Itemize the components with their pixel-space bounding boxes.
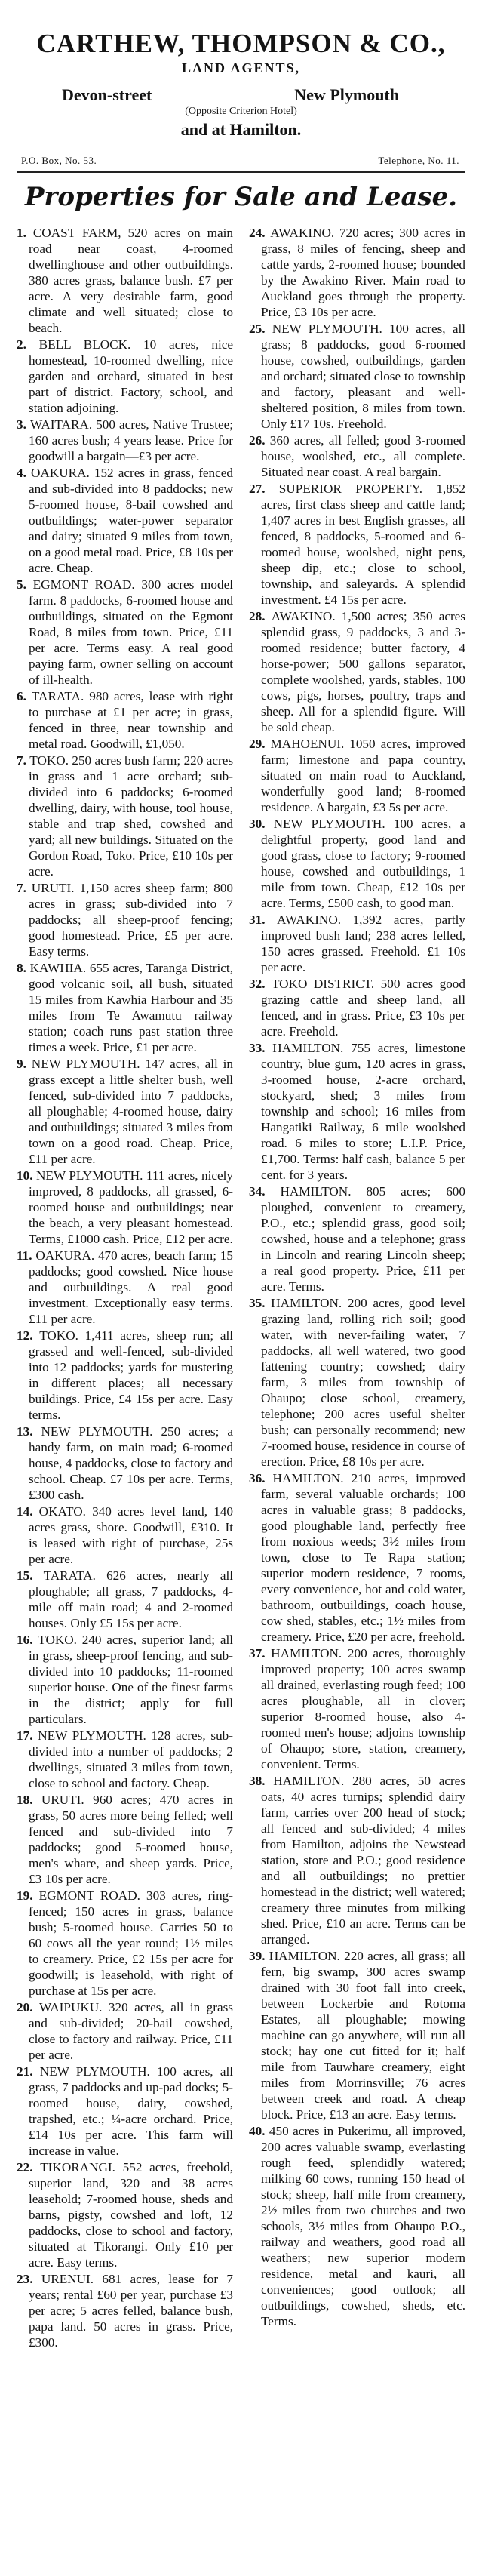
listing-number: 16.	[17, 1633, 38, 1647]
listing-item	[17, 2271, 233, 2350]
listing-number: 8.	[17, 961, 30, 975]
town: New Plymouth	[294, 85, 399, 104]
listing-item	[17, 2064, 233, 2159]
listing-item	[249, 225, 465, 320]
listing-number: 37.	[249, 1646, 272, 1660]
listing-text: OKATO. 340 acres level land, 140 acres grass, shore. Goodwill, £310. It is leased with right of purchase, 25s per acre.	[29, 1504, 233, 1566]
listing-item	[17, 1248, 233, 1327]
listing-item	[249, 2123, 465, 2329]
left-column	[17, 225, 241, 2474]
address-row	[0, 85, 482, 105]
listing-text: KAWHIA. 655 acres, Taranga District, good volcanic soil, all bush, situated 15 miles from Kawhia Harbour and 35 miles from Te Awamutu railway station; coach runs past station three times a week. Price, £1 per acre.	[29, 961, 233, 1054]
contact-row	[0, 155, 482, 167]
listing-text: MAHOENUI. 1050 acres, improved farm; limestone and papa country, situated on main road to Auckland, wonderfully good land; 8-roomed residence. A bargain, £3 5s per acre.	[261, 737, 465, 814]
listing-text: SUPERIOR PROPERTY. 1,852 acres, first class sheep and cattle land; 1,407 acres in best English grasses, all fenced, 8 paddocks, 5-roomed and 6-roomed house, woolshed, night pens, sheep dip, etc.; close to school, township, and saleyards. A splendid investment. £4 15s per acre.	[261, 482, 465, 607]
listing-item	[17, 2159, 233, 2270]
listing-text: NEW PLYMOUTH. 100 acres, all grass; 8 paddocks, good 6-roomed house, cowshed, outbuildings, garden and orchard; situated close to township and factory, pleasant and well-sheltered position, 8 miles from town. Only £17 10s. Freehold.	[261, 322, 465, 431]
listing-item	[17, 1503, 233, 1567]
listing-number: 34.	[249, 1184, 281, 1199]
listing-number: 26.	[249, 433, 270, 448]
listing-number: 9.	[17, 1057, 32, 1071]
listing-number: 36.	[249, 1471, 273, 1485]
listing-text: HAMILTON. 805 acres; 600 ploughed, convenient to creamery, P.O., etc.; splendid grass, good soil; cowshed, house and a telephone; grass in Lincoln and rearing Lincoln sheep; a real good property. Price, £11 per acre. Terms.	[261, 1184, 465, 1294]
listing-item	[249, 816, 465, 911]
telephone: Telephone, No. 11.	[378, 155, 459, 166]
listing-item	[17, 1792, 233, 1887]
listing-text: URUTI. 960 acres; 470 acres in grass, 50 acres more being felled; well fenced and sub-divided into 7 paddocks; good 5-roomed house, men's whare, and sheep yards. Price, £3 10s per acre.	[29, 1793, 233, 1886]
listing-number: 2.	[17, 337, 39, 352]
listing-number: 18.	[17, 1793, 41, 1807]
listing-number: 10.	[17, 1168, 36, 1183]
listing-number: 27.	[249, 482, 279, 496]
listing-item	[249, 608, 465, 735]
listing-text: TOKO. 250 acres bush farm; 220 acres in grass and 1 acre orchard; sub-divided into 6 paddocks; 6-roomed dwelling, dairy, with house, tool house, stable and trap shed, cowshed and yard; all new buildings. Situated on the Gordon Road, Toko. Price, £10 10s per acre.	[29, 753, 234, 879]
listing-item	[249, 1470, 465, 1645]
listing-number: 19.	[17, 1888, 39, 1903]
listing-number: 13.	[17, 1424, 41, 1439]
listing-item	[17, 1568, 233, 1631]
listing-item	[17, 1632, 233, 1727]
listing-item	[17, 1999, 233, 2063]
divider	[17, 171, 465, 173]
listing-item	[17, 688, 233, 752]
listing-item	[17, 1056, 233, 1167]
listing-number: 21.	[17, 2064, 40, 2079]
opposite-note: (Opposite Criterion Hotel)	[185, 106, 297, 117]
listing-item	[249, 912, 465, 975]
listing-number: 33.	[249, 1041, 273, 1055]
listing-text: TOKO DISTRICT. 500 acres good grazing cattle and sheep land, all fenced, and in grass. Price, £3 10s per acre. Freehold.	[261, 977, 465, 1039]
listing-text: 360 acres, all felled; good 3-roomed house, woolshed, etc., all complete. Situated near coast. A real bargain.	[261, 433, 465, 479]
listing-number: 1.	[17, 226, 33, 240]
listing-number: 24.	[249, 226, 271, 240]
listing-number: 17.	[17, 1728, 38, 1743]
listing-text: AWAKINO. 1,392 acres, partly improved bush land; 238 acres felled, 150 acres grassed. Freehold. £1 10s per acre.	[261, 913, 465, 974]
listing-text: TARATA. 626 acres, nearly all ploughable; all grass, 7 paddocks, 4-mile off main road; 4 and 2-roomed houses. Only £5 15s per acre.	[29, 1568, 233, 1630]
listing-number: 4.	[17, 466, 31, 480]
listing-item	[249, 1040, 465, 1183]
listing-number: 23.	[17, 2272, 41, 2286]
listing-item	[249, 432, 465, 480]
listing-item	[249, 976, 465, 1039]
listing-text: TOKO. 240 acres, superior land; all in grass, sheep-proof fencing, and sub-divided into 10 paddocks; 11-roomed superior house. One of the finest farms in the district; apply for full particulars.	[29, 1633, 234, 1726]
listing-text: TIKORANGI. 552 acres, freehold, superior land, 320 and 38 acres leasehold; 7-roomed house, sheds and barns, pigsty, cowshed and loft, 12 paddocks, close to school and factory, situated at Tikorangi. Only £10 per acre. Easy terms.	[29, 2160, 233, 2270]
listing-text: EGMONT ROAD. 300 acres model farm. 8 paddocks, 6-roomed house and outbuildings, situated on the Egmont Road, 8 miles from town. Price, £11 per acre. Terms easy. A real good paying farm, owner selling on account of ill-health.	[29, 577, 234, 687]
listing-text: HAMILTON. 280 acres, 50 acres oats, 40 acres turnips; splendid dairy farm, carries over 200 head of stock; all fenced and sub-divided; 4 miles from Hamilton, adjoins the Newstead station, store and P.O.; good residence and all outbuildings; no prettier homestead in the district; well watered; creamery three minutes from milking shed. Price, £10 an acre. Terms can be arranged.	[261, 1774, 465, 1947]
listing-number: 7.	[17, 881, 32, 895]
listing-item	[17, 880, 233, 959]
listing-number: 7.	[17, 753, 30, 768]
listing-item	[249, 481, 465, 608]
listing-number: 28.	[249, 609, 272, 623]
listing-item	[249, 1645, 465, 1772]
listings-columns	[17, 225, 465, 2474]
listing-text: HAMILTON. 220 acres, all grass; all fern, big swamp, 300 acres swamp drained with 30 foot fall into creek, between Lockerbie and Rotoma Estates, all ploughable; mowing machine can go anywhere, will run all stock; hay one cut fitted for it; half mile from Tauwhare creamery, eight miles from Morrinsville; 76 acres between creek and road. A cheap block. Price, £13 an acre. Easy terms.	[261, 1949, 465, 2122]
listing-number: 6.	[17, 689, 32, 703]
listing-number: 40.	[249, 2124, 269, 2138]
listing-number: 39.	[249, 1949, 269, 1963]
masthead	[0, 29, 482, 167]
listing-number: 15.	[17, 1568, 44, 1583]
listing-text: OAKURA. 152 acres in grass, fenced and sub-divided into 8 paddocks; new 5-roomed house, 8-bail cowshed and outbuildings; water-power separator and dairy; situated 9 miles from town, on a good metal road. Price, £8 10s per acre. Cheap.	[29, 466, 233, 575]
po-box: P.O. Box, No. 53.	[21, 155, 97, 166]
listing-item	[17, 752, 233, 879]
listing-text: HAMILTON. 200 acres, good level grazing land, rolling rich soil; good water, with never-failing water, 7 paddocks, all well watered, two good fattening country; cowshed; dairy farm, 3 miles from township of Ohaupo; close school, creamery, telephone; 200 acres useful shelter bush; can personally recommend; new 7-roomed house, residence in course of erection. Price, £8 10s per acre.	[261, 1296, 465, 1469]
listing-number: 25.	[249, 322, 272, 336]
listing-item	[249, 1773, 465, 1947]
listing-item	[249, 736, 465, 815]
listing-item	[249, 321, 465, 432]
listing-item	[249, 1948, 465, 2122]
listing-text: NEW PLYMOUTH. 100 acres, a delightful property, good land and good grass, close to factory; 9-roomed house, cowshed and outbuildings, 1 mile from town. Cheap, £12 10s per acre. Terms, £500 cash, to good man.	[261, 817, 465, 910]
listing-text: HAMILTON. 210 acres, improved farm, several valuable orchards; 100 acres in valuable grass; 8 paddocks, good ploughable land, perfectly free from noxious weeds; 3½ miles from town, close to Te Rapa station; superior modern residence, 7 rooms, every convenience, hot and cold water, bathroom, outbuildings, coach house, cow shed, stables, etc.; 1½ miles from creamery. Price, £20 per acre, freehold.	[261, 1471, 465, 1644]
listing-text: TOKO. 1,411 acres, sheep run; all grassed and well-fenced, sub-divided into 12 paddocks; yards for mustering in different places; all necessary buildings. Price, £4 15s per acre. Easy terms.	[29, 1328, 234, 1422]
listing-item	[17, 960, 233, 1055]
firm-agents: LAND AGENTS,	[181, 60, 301, 75]
page-title: Properties for Sale and Lease.	[24, 182, 458, 212]
listing-text: URENUI. 681 acres, lease for 7 years; rental £60 per year, purchase £3 per acre; 5 acres felled, balance bush, papa land. 50 acres in grass. Price, £300.	[29, 2272, 233, 2350]
listing-number: 30.	[249, 817, 274, 831]
listing-text: NEW PLYMOUTH. 250 acres; a handy farm, on main road; 6-roomed house, 4 paddocks, close to factory and school. Cheap. £7 10s per acre. Terms, £300 cash.	[29, 1424, 233, 1502]
listing-text: NEW PLYMOUTH. 128 acres, sub-divided into a number of paddocks; 2 dwellings, situated 3 miles from town, close to school and factory. Cheap.	[29, 1728, 233, 1790]
listing-number: 29.	[249, 737, 271, 751]
listing-text: NEW PLYMOUTH. 100 acres, all grass, 7 paddocks and up-pad docks; 5-roomed house, dairy, cowshed, trapshed, etc.; ¼-acre orchard. Price, £14 10s per acre. This farm will increase in value.	[29, 2064, 233, 2158]
listing-number: 35.	[249, 1296, 272, 1310]
listing-number: 20.	[17, 2000, 39, 2014]
listing-number: 32.	[249, 977, 272, 991]
listing-item	[249, 1183, 465, 1294]
listing-text: HAMILTON. 200 acres, thoroughly improved property; 100 acres swamp all drained, everlasting rough feed; 100 acres ploughable, all in clover; superior 8-roomed house, also 4-roomed men's house; adjoins township of Ohaupo; store, station, creamery, convenient. Terms.	[261, 1646, 465, 1771]
listing-text: WAIPUKU. 320 acres, all in grass and sub-divided; 20-bail cowshed, close to factory and railway. Price, £11 per acre.	[29, 2000, 233, 2062]
listing-item	[17, 1888, 233, 1999]
listing-number: 5.	[17, 577, 33, 592]
listing-item	[249, 1295, 465, 1470]
listing-text: AWAKINO. 1,500 acres; 350 acres splendid grass, 9 paddocks, 3 and 3-roomed residence; butter factory, 4 horse-power; 500 gallons separator, complete woolshed, yards, stables, 100 cows, pigs, horses, poultry, traps and sheep. All for a splendid figure. Will be sold cheap.	[261, 609, 465, 734]
listing-item	[17, 1168, 233, 1247]
listing-text: WAITARA. 500 acres, Native Trustee; 160 acres bush; 4 years lease. Price for goodwill a bargain—£3 per acre.	[29, 417, 234, 463]
listing-item	[17, 1328, 233, 1423]
listing-item	[17, 337, 233, 416]
hamilton-branch: and at Hamilton.	[180, 120, 302, 139]
listing-number: 11.	[17, 1248, 36, 1263]
listing-item	[17, 225, 233, 336]
listing-number: 31.	[249, 913, 278, 927]
listing-number: 38.	[249, 1774, 274, 1788]
listing-item	[17, 577, 233, 688]
firm-name: CARTHEW, THOMPSON & CO.,	[36, 29, 446, 58]
listing-item	[17, 1728, 233, 1791]
listing-item	[17, 465, 233, 576]
listing-item	[17, 1423, 233, 1503]
listing-number: 14.	[17, 1504, 39, 1519]
listing-text: HAMILTON. 755 acres, limestone country, blue gum, 120 acres in grass, 3-roomed house, 2-acre orchard, stockyard, shed; 3 miles from township and school; 16 miles from Hangatiki Railway, 6 mile woolshed road. 6 miles to store; L.I.P. Price, £1,700. Terms: half cash, balance 5 per cent. for 3 years.	[261, 1041, 465, 1182]
listing-number: 22.	[17, 2160, 41, 2174]
listing-text: NEW PLYMOUTH. 147 acres, all in grass except a little shelter bush, well fenced, sub-divided into 7 paddocks, all ploughable; 4-roomed house, dairy and outbuildings; situated 3 miles from town on a good road. Cheap. Price, £11 per acre.	[29, 1057, 234, 1166]
listing-text: AWAKINO. 720 acres; 300 acres in grass, 8 miles of fencing, sheep and cattle yards, 2-roomed house; bounded by the Awakino River. Main road to Auckland goes through the property. Price, £3 10s per acre.	[261, 226, 465, 319]
street: Devon-street	[62, 85, 152, 104]
listing-text: 450 acres in Pukerimu, all improved, 200 acres valuable swamp, everlasting rough feed, splendidly watered; milking 60 cows, running 150 head of stock; sheep, half mile from creamery, 2½ miles from two churches and two schools, 3½ miles from Ohaupo P.O., railway and weathers, good road all weathers; new superior modern residence, metal and kauri, all conveniences; good outlook; all outbuildings, cowshed, sheds, etc. Terms.	[261, 2124, 465, 2328]
listing-text: TARATA. 980 acres, lease with right to purchase at £1 per acre; in grass, fenced in three, near township and metal road. Goodwill, £1,050.	[29, 689, 233, 751]
listing-text: COAST FARM, 520 acres on main road near coast, 4-roomed dwellinghouse and other outbuildings. 380 acres grass, balance bush. £7 per acre. A very desirable farm, good climate and well situated; close to beach.	[29, 226, 233, 335]
listing-number: 12.	[17, 1328, 40, 1343]
listing-number: 3.	[17, 417, 30, 432]
listing-text: OAKURA. 470 acres, beach farm; 15 paddocks; good cowshed. Nice house and outbuildings. A real good investment. Exceptionally easy terms. £11 per acre.	[29, 1248, 233, 1326]
listing-text: EGMONT ROAD. 303 acres, ring-fenced; 150 acres in grass, balance bush; 5-roomed house. Carries 50 to 60 cows all the year round; 1½ miles to creamery. Price, £2 15s per acre for goodwill; is leasehold, with right of purchase at 15s per acre.	[29, 1888, 233, 1998]
listing-text: URUTI. 1,150 acres sheep farm; 800 acres in grass; sub-divided into 7 paddocks; all sheep-proof fencing; good homestead. Price, £5 per acre. Easy terms.	[29, 881, 234, 959]
right-column	[241, 225, 465, 2474]
listing-item	[17, 417, 233, 464]
listing-text: BELL BLOCK. 10 acres, nice homestead, 10-roomed dwelling, nice garden and orchard, situated in best part of district. Factory, school, and station adjoining.	[29, 337, 233, 415]
listing-text: NEW PLYMOUTH. 111 acres, nicely improved, 8 paddocks, all grassed, 6-roomed house and outbuildings; near the beach, a very pleasant homestead. Terms, £1000 cash. Price, £12 per acre.	[29, 1168, 234, 1246]
